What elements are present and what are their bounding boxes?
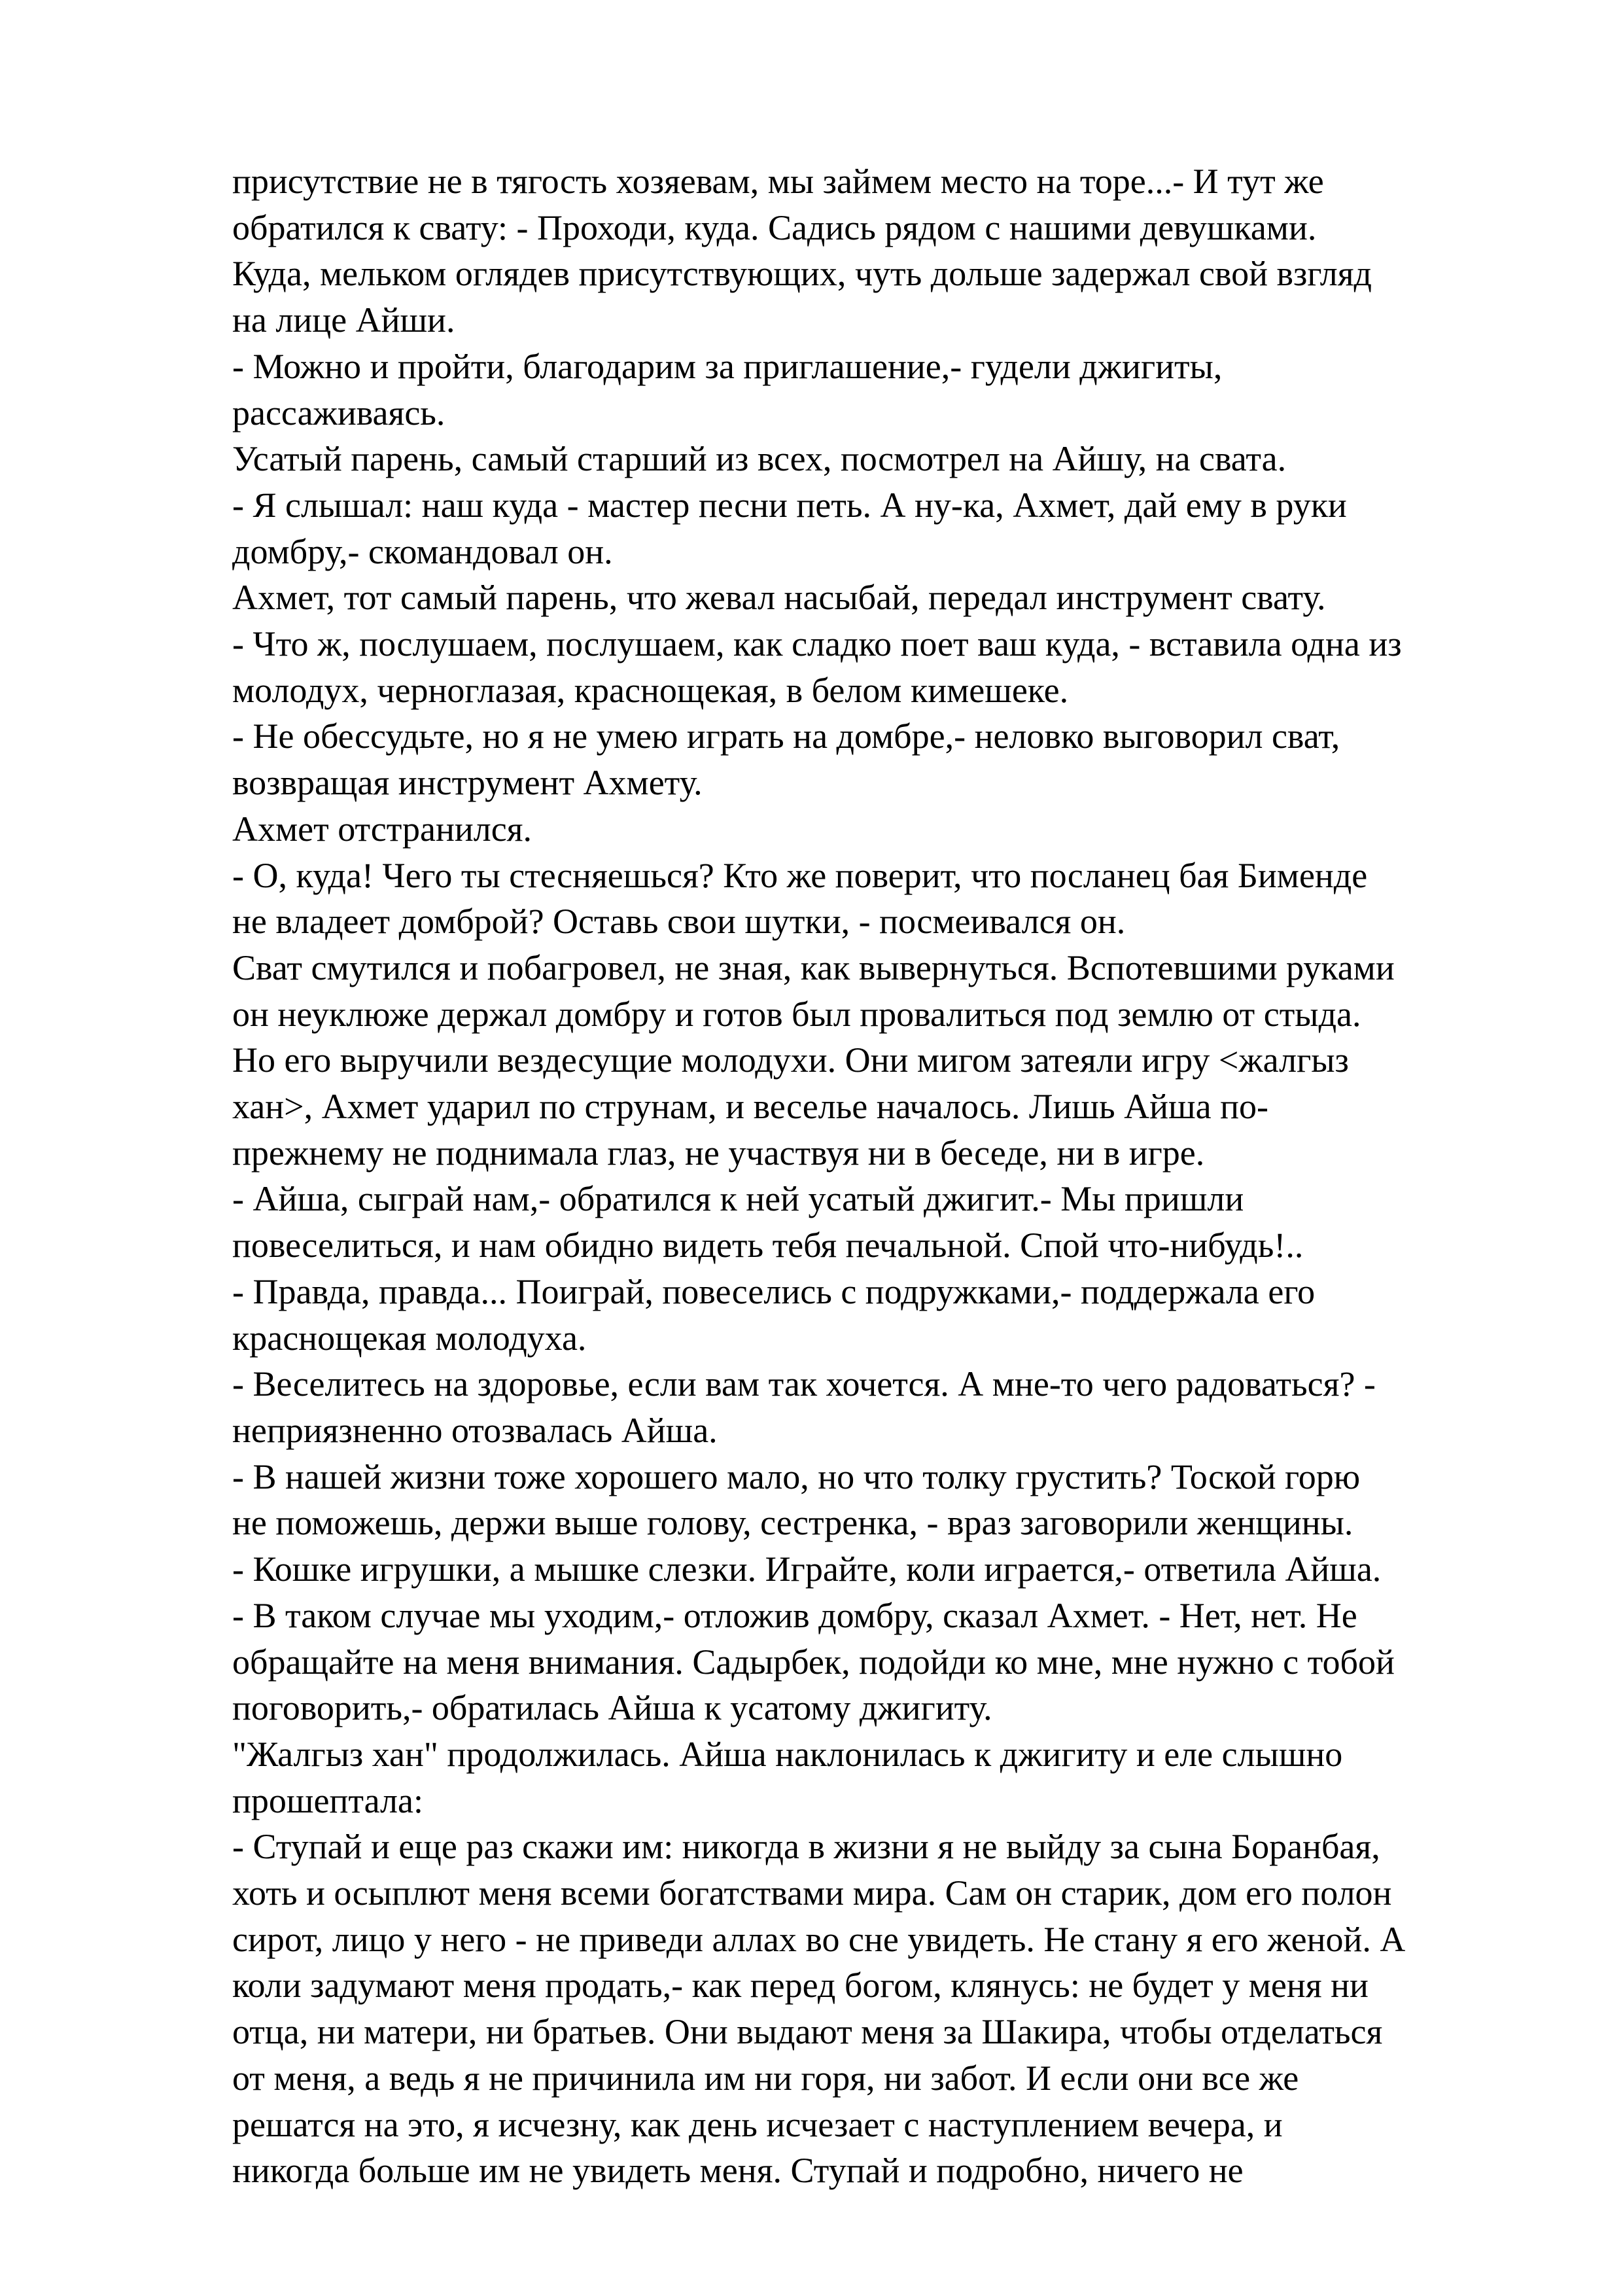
text-line: прежнему не поднимала глаз, не участвуя ни в беседе, ни в игре. <box>232 1133 1205 1173</box>
text-line: домбру,- скомандовал он. <box>232 531 613 571</box>
body-text <box>232 158 1541 2194</box>
text-line: - О, куда! Чего ты стесняешься? Кто же поверит, что посланец бая Бименде <box>232 855 1368 895</box>
text-line: от меня, а ведь я не причинила им ни горя, ни забот. И если они все же <box>232 2058 1299 2098</box>
text-line: Усатый парень, самый старший из всех, посмотрел на Айшу, на свата. <box>232 439 1287 479</box>
text-line: - Что ж, послушаем, послушаем, как сладко поет ваш куда, - вставила одна из <box>232 624 1402 664</box>
text-line: рассаживаясь. <box>232 393 445 433</box>
text-line: неприязненно отозвалась Айша. <box>232 1410 718 1450</box>
text-line: прошептала: <box>232 1780 423 1820</box>
text-line: сирот, лицо у него - не приведи аллах во сне увидеть. Не стану я его женой. А <box>232 1919 1406 1959</box>
text-line: возвращая инструмент Ахмету. <box>232 763 703 803</box>
text-line: он неуклюже держал домбру и готов был провалиться под землю от стыда. <box>232 994 1361 1034</box>
text-line: - Веселитесь на здоровье, если вам так хочется. А мне-то чего радоваться? - <box>232 1364 1376 1404</box>
text-line: не поможешь, держи выше голову, сестренка, - враз заговорили женщины. <box>232 1503 1353 1543</box>
text-line: обратился к свату: - Проходи, куда. Садись рядом с нашими девушками. <box>232 207 1317 247</box>
text-line: не владеет домброй? Оставь свои шутки, - посмеивался он. <box>232 902 1126 942</box>
text-line: - Я слышал: наш куда - мастер песни петь. А ну-ка, Ахмет, дай ему в руки <box>232 485 1347 525</box>
text-line: на лице Айши. <box>232 300 455 340</box>
text-line: поговорить,- обратилась Айша к усатому джигиту. <box>232 1688 992 1728</box>
text-line: Ахмет, тот самый парень, что жевал насыбай, передал инструмент свату. <box>232 578 1326 618</box>
text-line: - Можно и пройти, благодарим за приглашение,- гудели джигиты, <box>232 346 1223 386</box>
text-line: "Жалгыз хан" продолжилась. Айша наклонилась к джигиту и еле слышно <box>232 1734 1343 1774</box>
text-line: повеселиться, и нам обидно видеть тебя печальной. Спой что-нибудь!.. <box>232 1226 1304 1265</box>
text-line: никогда больше им не увидеть меня. Ступай и подробно, ничего не <box>232 2151 1244 2191</box>
text-line: присутствие не в тягость хозяевам, мы займем место на торе...- И тут же <box>232 162 1324 201</box>
text-line: отца, ни матери, ни братьев. Они выдают меня за Шакира, чтобы отделаться <box>232 2012 1383 2052</box>
text-line: молодух, черноглазая, краснощекая, в белом кимешеке. <box>232 670 1069 710</box>
text-line: - Кошке игрушки, а мышке слезки. Играйте, коли играется,- ответила Айша. <box>232 1549 1382 1589</box>
text-line: решатся на это, я исчезну, как день исчезает с наступлением вечера, и <box>232 2104 1283 2144</box>
text-line: - Ступай и еще раз скажи им: никогда в жизни я не выйду за сына Боранбая, <box>232 1827 1380 1867</box>
text-line: - Айша, сыграй нам,- обратился к ней усатый джигит.- Мы пришли <box>232 1179 1244 1219</box>
text-line: - В нашей жизни тоже хорошего мало, но что толку грустить? Тоской горю <box>232 1457 1361 1496</box>
text-line: Куда, мельком оглядев присутствующих, чуть дольше задержал свой взгляд <box>232 254 1372 294</box>
text-line: хоть и осыплют меня всеми богатствами мира. Сам он старик, дом его полон <box>232 1873 1392 1913</box>
text-line: Но его выручили вездесущие молодухи. Они мигом затеяли игру <жалгыз <box>232 1040 1349 1080</box>
text-line: - В таком случае мы уходим,- отложив домбру, сказал Ахмет. - Нет, нет. Не <box>232 1595 1357 1635</box>
text-line: краснощекая молодуха. <box>232 1318 587 1358</box>
text-line: - Правда, правда... Поиграй, повеселись с подружками,- поддержала его <box>232 1271 1316 1311</box>
text-line: Сват смутился и побагровел, не зная, как вывернуться. Вспотевшими руками <box>232 947 1395 987</box>
text-line: Ахмет отстранился. <box>232 809 532 849</box>
text-line: хан>, Ахмет ударил по струнам, и веселье началось. Лишь Айша по- <box>232 1087 1268 1127</box>
text-line: - Не обессудьте, но я не умею играть на домбре,- неловко выговорил сват, <box>232 716 1340 756</box>
text-line: коли задумают меня продать,- как перед богом, клянусь: не будет у меня ни <box>232 1966 1369 2005</box>
text-line: обращайте на меня внимания. Садырбек, подойди ко мне, мне нужно с тобой <box>232 1642 1395 1682</box>
